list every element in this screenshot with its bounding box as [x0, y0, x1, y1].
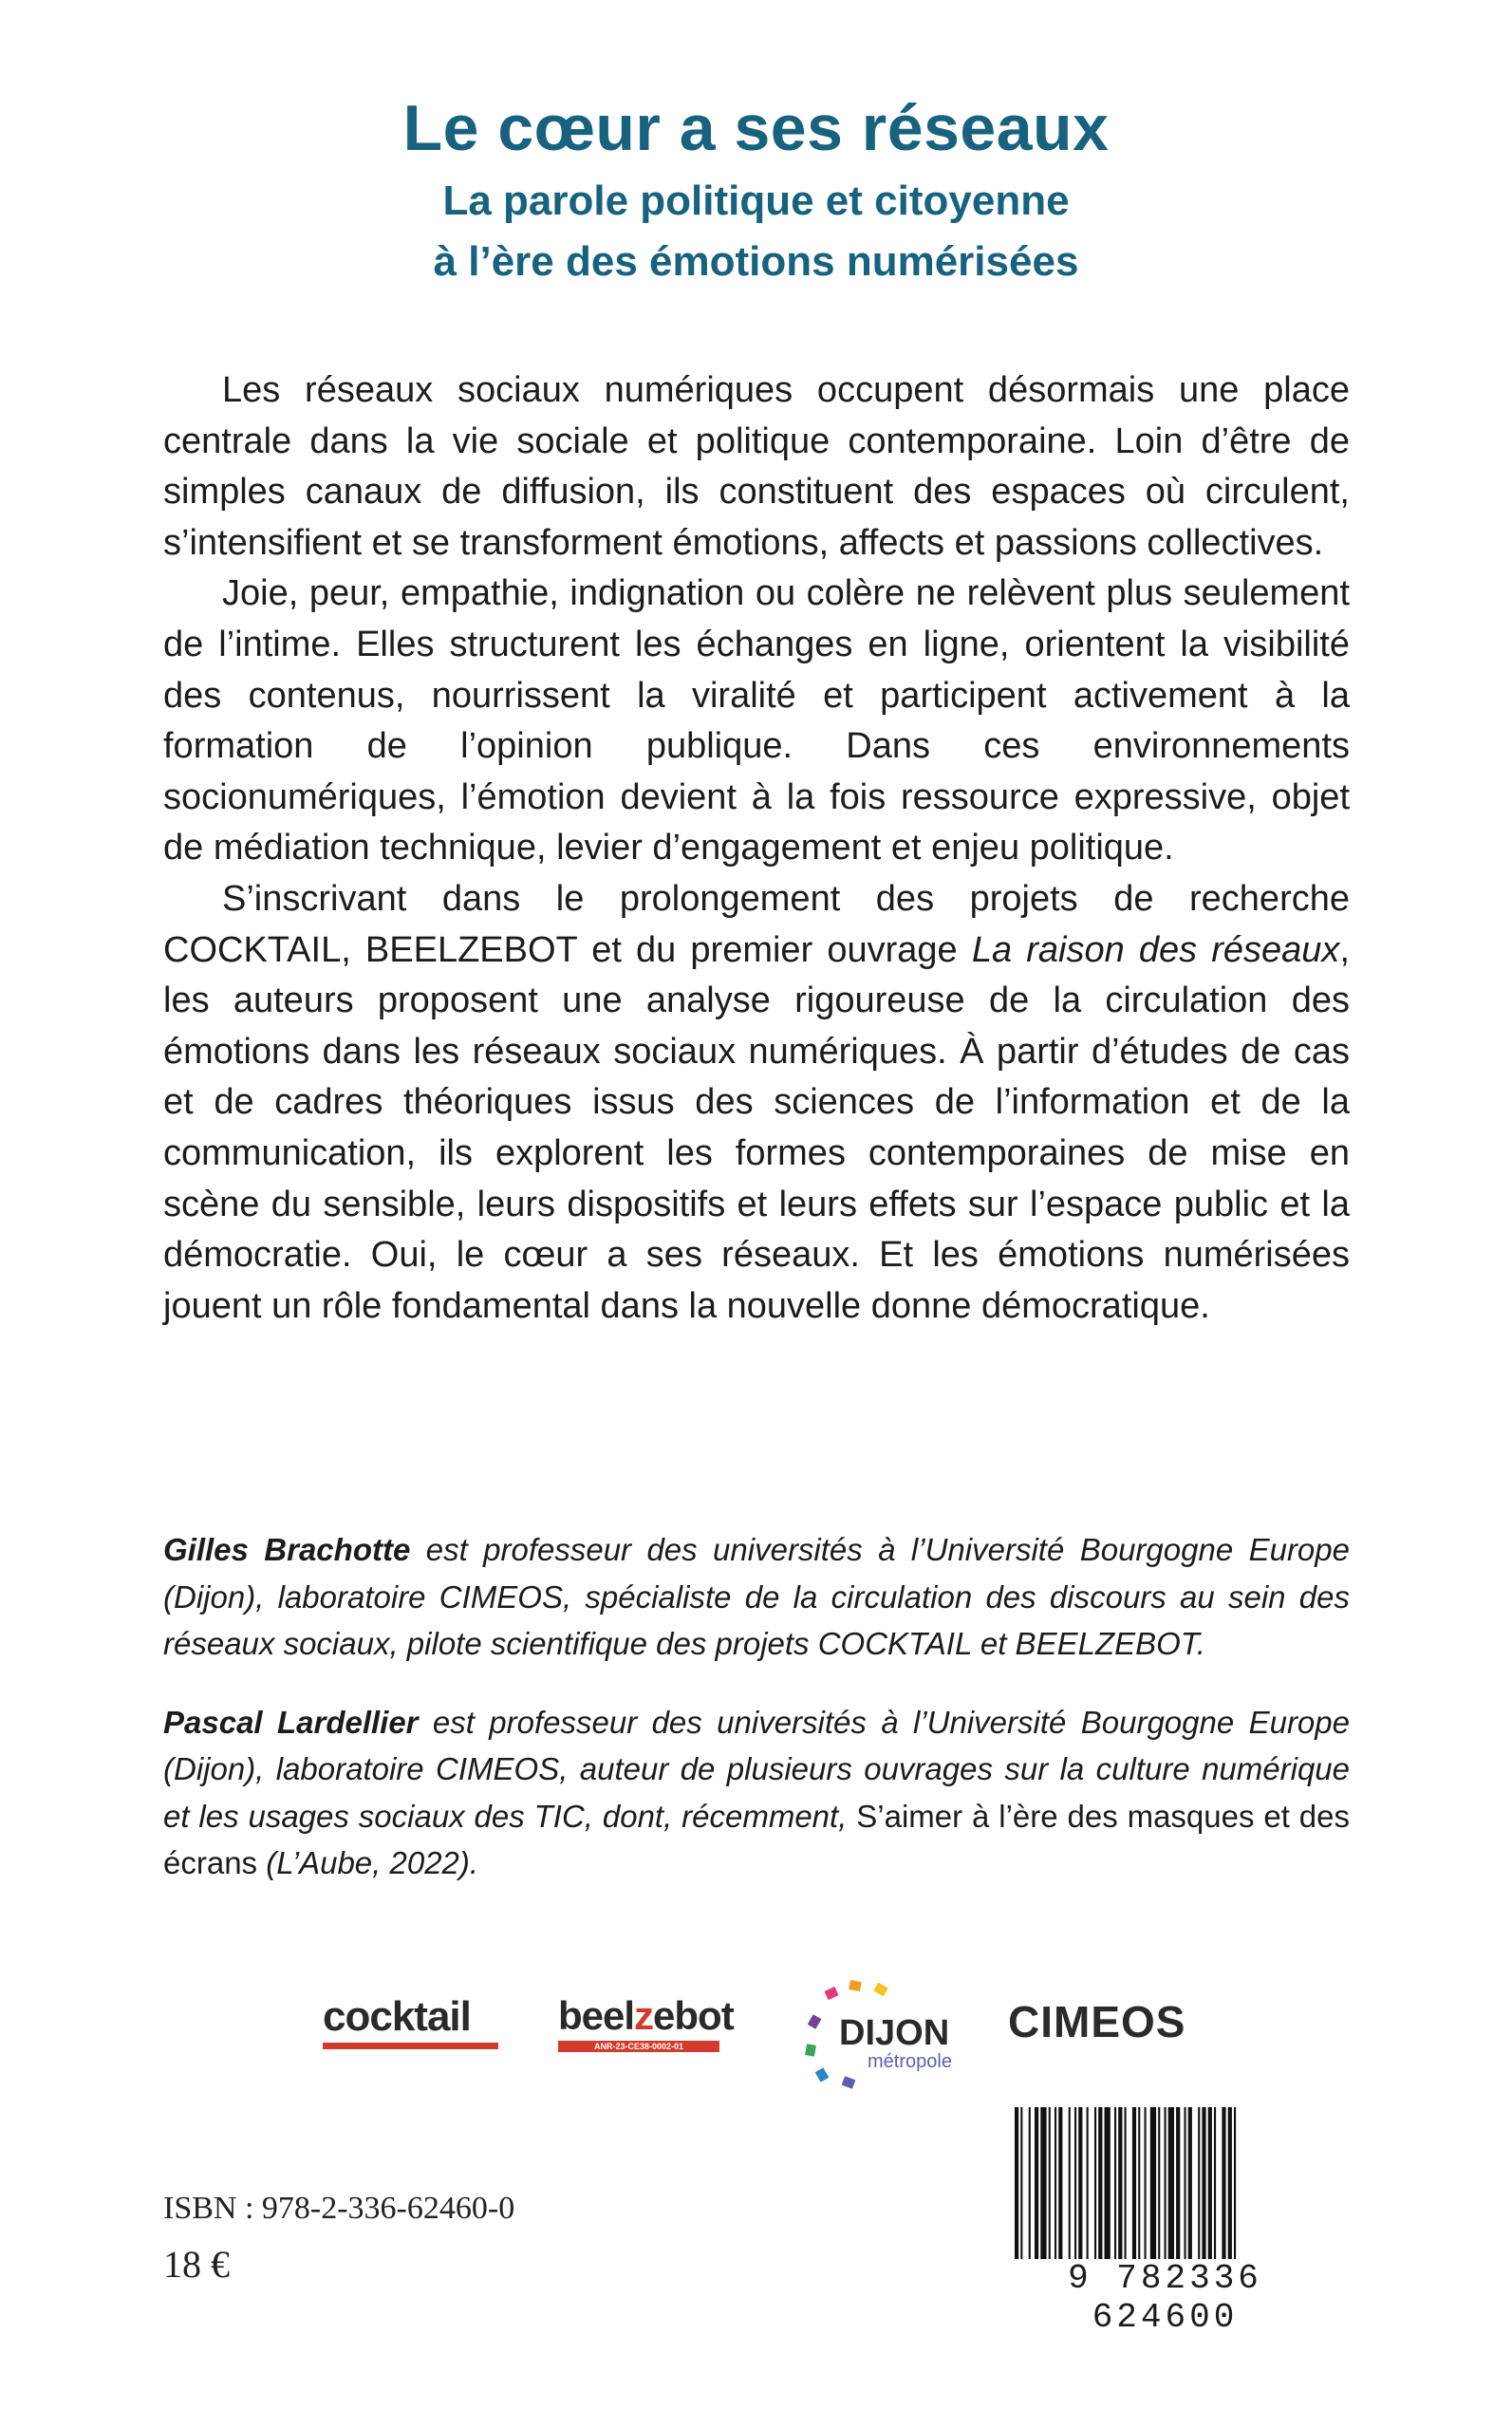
- barcode-number: 9 782336 624600: [1068, 2259, 1262, 2337]
- dijon-metropole-logo: [797, 1979, 952, 2093]
- book-title: Le cœur a ses réseaux: [402, 92, 1110, 164]
- beelzebot-logo-text-start: beel: [558, 1993, 635, 2038]
- summary-paragraph-3: [163, 874, 1350, 1332]
- beelzebot-logo-text-end: ebot: [653, 1993, 734, 2038]
- author-name-1: Gilles Brachotte: [163, 1532, 411, 1567]
- previous-book-title: La raison des réseaux: [971, 929, 1340, 970]
- price: 18 €: [163, 2243, 230, 2286]
- author-bios: [163, 1526, 1350, 1918]
- author-bio-1: [163, 1526, 1350, 1668]
- summary-paragraph-1: Les réseaux sociaux numériques occupent désormais une place centrale dans la vie sociale et politique contemporaine. Loin d’être de simples canaux de diffusion, ils constituent des espaces où circulent, s’intensifient et se transforment émotions, affects et passions collectives.: [163, 370, 1350, 563]
- beelzebot-logo-text-z: z: [634, 1993, 654, 2038]
- beelzebot-logo-tag: ANR-23-CE38-0002-01: [558, 2041, 719, 2052]
- isbn: ISBN : 978-2-336-62460-0: [163, 2191, 515, 2226]
- dijon-logo-text: DIJON: [839, 2013, 950, 2053]
- cocktail-logo: [323, 1993, 498, 2049]
- title-block: [0, 85, 1512, 292]
- beelzebot-logo: [558, 1993, 734, 2052]
- metropole-logo-text: métropole: [868, 2051, 952, 2072]
- barcode: [1011, 2107, 1324, 2259]
- cimeos-logo: CIMEOS: [1008, 1997, 1186, 2046]
- author-bio-text-1: est professeur des universités à l’Université Bourgogne Europe (Dijon), laboratoire CIMEOS, spécialiste de la circulation des discours au sein des réseaux sociaux, pilote scientifique des projets COCKTAIL et BEELZEBOT.: [163, 1532, 1350, 1661]
- cocktail-logo-text: cocktail: [323, 1993, 471, 2040]
- author-book-publisher: (L’Aube, 2022).: [257, 1845, 479, 1880]
- beelzebot-logo-text: [558, 1993, 734, 2039]
- book-subtitle-line-2: à l’ère des émotions numérisées: [433, 238, 1079, 285]
- book-subtitle-line-1: La parole politique et citoyenne: [442, 177, 1070, 224]
- summary-paragraph-2: Joie, peur, empathie, indignation ou colère ne relèvent plus seulement de l’intime. Elles structurent les échanges en ligne, orientent la visibilité des contenus, nourrissent la viralité et participent activement à la formation de l’opinion publique. Dans ces environnements socionumériques, l’émotion devient à la fois ressource expressive, objet de médiation technique, levier d’engagement et enjeu politique.: [163, 573, 1350, 868]
- summary-text: [163, 365, 1350, 1332]
- author-name-2: Pascal Lardellier: [163, 1704, 419, 1740]
- author-bio-2: [163, 1699, 1350, 1887]
- cocktail-logo-bar: [323, 2043, 498, 2049]
- partner-logos: [313, 1979, 1215, 2093]
- summary-paragraph-3-end: , les auteurs proposent une analyse rigoureuse de la circulation des émotions dans les réseaux sociaux numériques. À partir d’études de cas et de cadres théoriques issus des sciences de l’information et de la communication, ils explorent les formes contemporaines de mise en scène du sensible, leurs dispositifs et leurs effets sur l’espace public et la démocratie. Oui, le cœur a ses réseaux. Et les émotions numérisées jouent un rôle fondamental dans la nouvelle donne démocratique.: [163, 929, 1350, 1326]
- author-book-title: S’aimer à l’ère des masques et des écrans: [163, 1798, 1350, 1880]
- summary-paragraph-3-start: S’inscrivant dans le prolongement des projets de recherche COCKTAIL, BEELZEBOT et du premier ouvrage: [163, 878, 1350, 970]
- author-bio-text-2: est professeur des universités à l’Université Bourgogne Europe (Dijon), laboratoire CIMEOS, auteur de plusieurs ouvrages sur la culture numérique et les usages sociaux des TIC, dont, récemment,: [163, 1704, 1350, 1834]
